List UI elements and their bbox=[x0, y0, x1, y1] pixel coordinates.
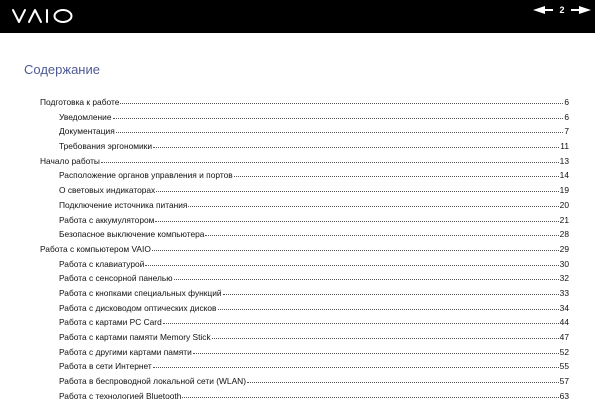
dot-leader bbox=[155, 221, 558, 222]
dot-leader bbox=[152, 250, 559, 251]
dot-leader bbox=[247, 382, 559, 383]
toc-subentry[interactable] bbox=[40, 215, 569, 230]
toc-entry-page: 57 bbox=[559, 376, 569, 387]
toc-entry-page: 14 bbox=[559, 170, 569, 181]
toc-subentry[interactable] bbox=[40, 347, 569, 362]
toc-entry-page: 6 bbox=[564, 111, 569, 122]
toc-entry[interactable] bbox=[40, 97, 569, 112]
toc-entry-page: 44 bbox=[559, 317, 569, 328]
toc-entry-label: Работа с картами PC Card bbox=[59, 317, 162, 328]
dot-leader bbox=[174, 279, 559, 280]
toc-subentry[interactable] bbox=[40, 200, 569, 215]
toc-entry-page: 34 bbox=[559, 302, 569, 313]
toc-entry-page: 29 bbox=[559, 243, 569, 254]
toc-entry-label: Работа в сети Интернет bbox=[59, 361, 152, 372]
toc-entry-label: Работа в беспроводной локальной сети (WLAN) bbox=[59, 376, 247, 387]
toc-entry-label: Работа с компьютером VAIO bbox=[40, 243, 151, 254]
toc-subentry[interactable] bbox=[40, 112, 569, 127]
toc-subentry[interactable] bbox=[40, 273, 569, 288]
toc-entry-page: 47 bbox=[559, 332, 569, 342]
dot-leader bbox=[156, 191, 558, 192]
dot-leader bbox=[145, 265, 558, 266]
page-title: Содержание bbox=[24, 62, 100, 77]
toc-entry-label: Подготовка к работе bbox=[40, 97, 120, 107]
toc-entry-page: 13 bbox=[559, 155, 569, 166]
toc-subentry[interactable] bbox=[40, 126, 569, 141]
toc-entry-label: Работа с технологией Bluetooth bbox=[59, 390, 182, 401]
toc-subentry[interactable] bbox=[40, 170, 569, 185]
dot-leader bbox=[113, 118, 564, 119]
dot-leader bbox=[212, 338, 559, 339]
toc-entry-page: 20 bbox=[559, 199, 569, 210]
toc-entry-label: О световых индикаторах bbox=[59, 185, 156, 196]
toc-entry[interactable] bbox=[40, 244, 569, 259]
toc-entry-label: Начало работы bbox=[40, 155, 100, 166]
page-number: 2 bbox=[559, 5, 565, 15]
toc-subentry[interactable] bbox=[40, 141, 569, 156]
toc-subentry[interactable] bbox=[40, 376, 569, 391]
toc-entry[interactable] bbox=[40, 156, 569, 171]
toc-subentry[interactable] bbox=[40, 303, 569, 318]
dot-leader bbox=[153, 147, 559, 148]
dot-leader bbox=[182, 397, 558, 398]
header-bar bbox=[0, 0, 595, 33]
toc-entry-page: 21 bbox=[559, 214, 569, 225]
table-of-contents bbox=[40, 97, 569, 405]
toc-entry-label: Работа с сенсорной панелью bbox=[59, 273, 173, 284]
dot-leader bbox=[101, 162, 559, 163]
toc-entry-page: 19 bbox=[559, 185, 569, 196]
dot-leader bbox=[120, 103, 563, 104]
dot-leader bbox=[223, 294, 559, 295]
dot-leader bbox=[218, 309, 559, 310]
toc-subentry[interactable] bbox=[40, 317, 569, 332]
toc-entry-page: 33 bbox=[559, 287, 569, 298]
toc-entry-label: Уведомление bbox=[59, 111, 112, 122]
toc-entry-page: 32 bbox=[559, 273, 569, 284]
toc-entry-page: 52 bbox=[559, 346, 569, 357]
dot-leader bbox=[163, 323, 559, 324]
dot-leader bbox=[205, 235, 558, 236]
toc-subentry[interactable] bbox=[40, 229, 569, 244]
toc-entry-page: 30 bbox=[559, 258, 569, 269]
toc-entry-label: Подключение источника питания bbox=[59, 199, 188, 210]
toc-entry-page: 28 bbox=[559, 229, 569, 240]
toc-entry-label: Работа с другими картами памяти bbox=[59, 346, 192, 357]
arrow-right-icon[interactable] bbox=[571, 6, 591, 14]
dot-leader bbox=[193, 353, 559, 354]
toc-subentry[interactable] bbox=[40, 391, 569, 406]
dot-leader bbox=[116, 132, 564, 133]
toc-subentry[interactable] bbox=[40, 361, 569, 376]
toc-entry-label: Безопасное выключение компьютера bbox=[59, 229, 205, 240]
toc-entry-page: 63 bbox=[559, 390, 569, 401]
toc-entry-label: Работа с кнопками специальных функций bbox=[59, 287, 222, 298]
page-navigation bbox=[533, 4, 591, 16]
toc-subentry[interactable] bbox=[40, 259, 569, 274]
toc-entry-label: Работа с аккумулятором bbox=[59, 214, 155, 225]
toc-subentry[interactable] bbox=[40, 332, 569, 347]
toc-entry-page: 55 bbox=[559, 361, 569, 372]
dot-leader bbox=[188, 206, 558, 207]
toc-entry-label: Документация bbox=[59, 126, 115, 137]
toc-subentry[interactable] bbox=[40, 288, 569, 303]
arrow-left-icon[interactable] bbox=[533, 6, 553, 14]
toc-entry-page: 6 bbox=[564, 97, 569, 107]
toc-entry-page: 7 bbox=[564, 126, 569, 137]
dot-leader bbox=[234, 176, 559, 177]
toc-entry-label: Расположение органов управления и портов bbox=[59, 170, 233, 181]
toc-entry-label: Работа с клавиатурой bbox=[59, 258, 145, 269]
toc-entry-label: Работа с картами памяти Memory Stick bbox=[59, 332, 211, 342]
toc-entry-page: 11 bbox=[560, 141, 569, 152]
toc-entry-label: Работа с дисководом оптических дисков bbox=[59, 302, 217, 313]
toc-entry-label: Требования эргономики bbox=[59, 141, 153, 152]
toc-subentry[interactable] bbox=[40, 185, 569, 200]
vaio-logo bbox=[12, 8, 74, 24]
dot-leader bbox=[153, 367, 559, 368]
